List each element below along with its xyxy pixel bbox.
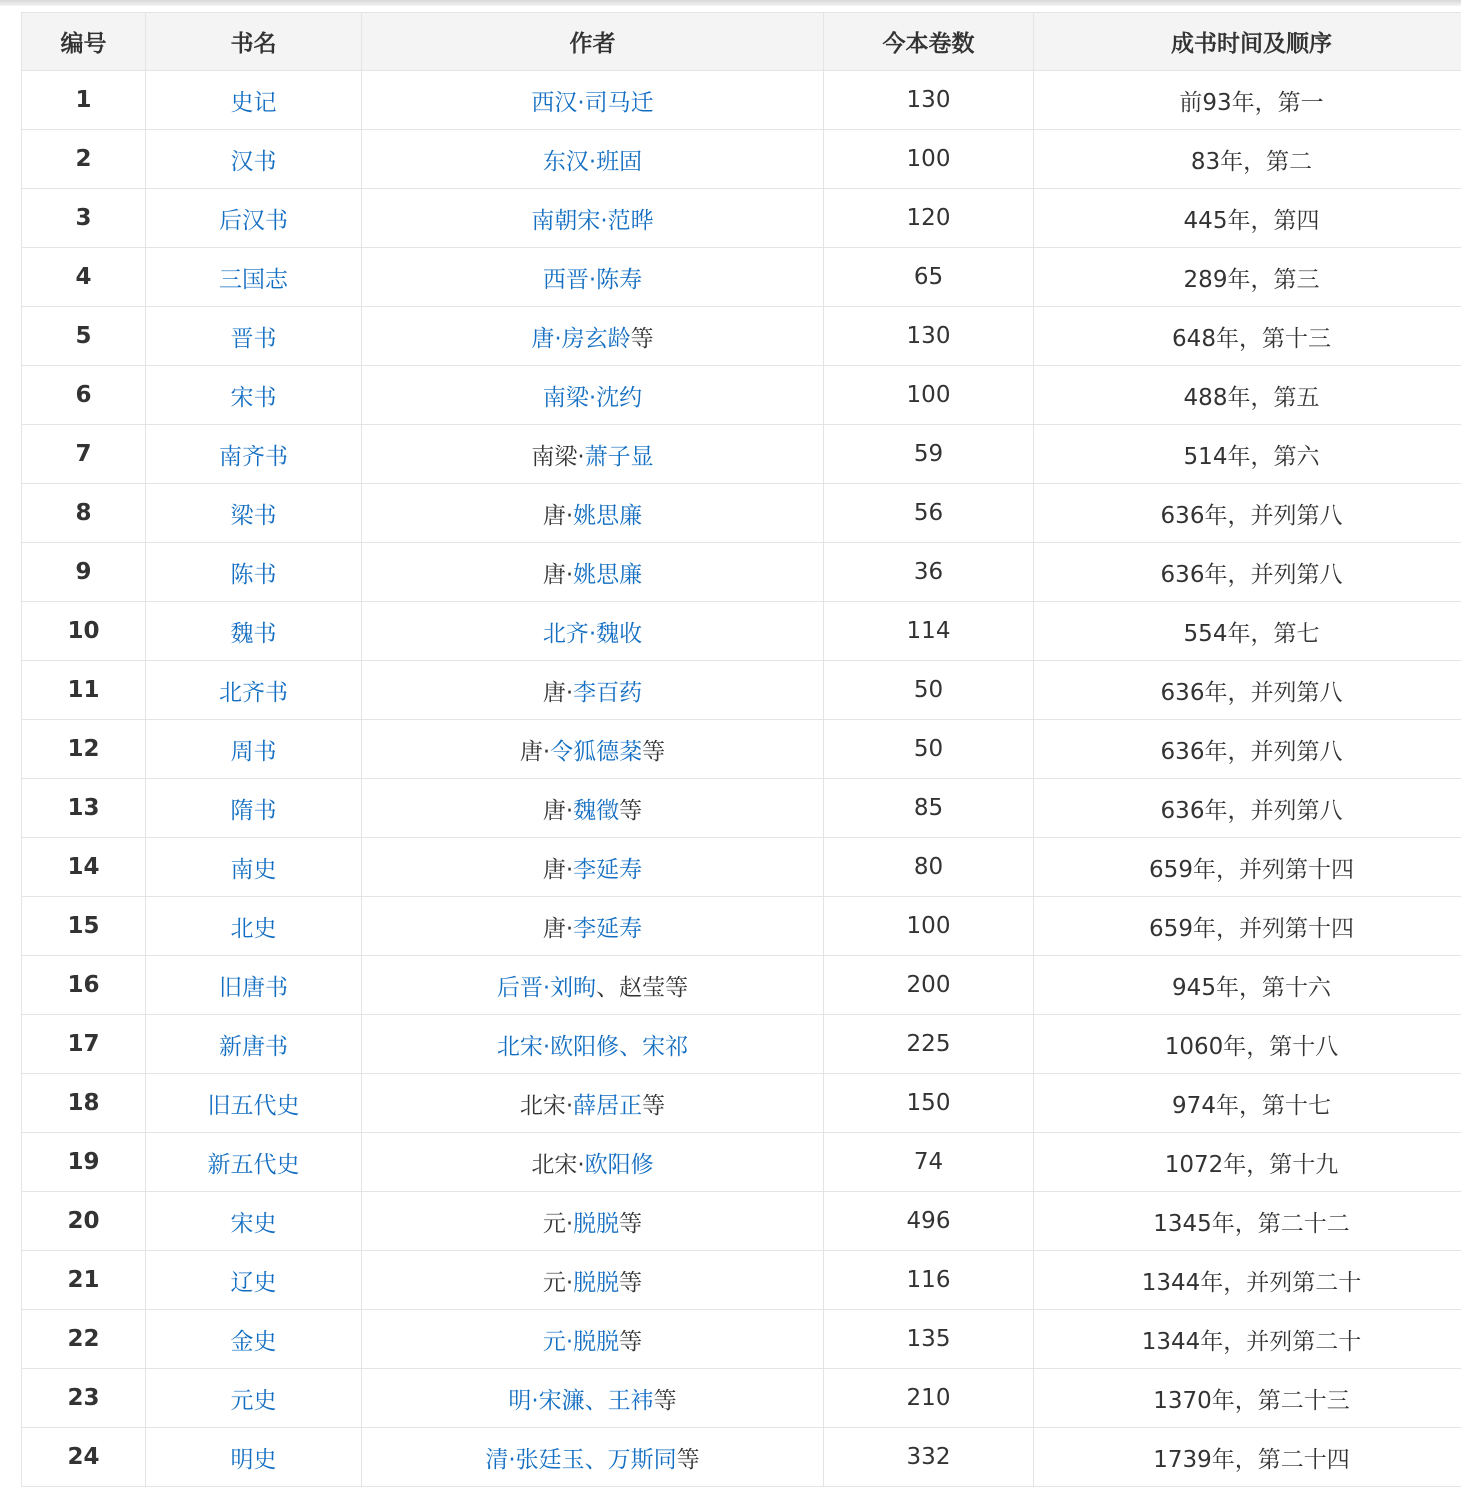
volumes-cell: 74 — [824, 1133, 1034, 1192]
author-link[interactable]: 明·宋濂、王袆 — [508, 1387, 654, 1414]
table-row — [22, 720, 1461, 779]
table-row — [22, 956, 1461, 1015]
author-cell — [362, 779, 824, 838]
time-order-cell: 554年，第七 — [1034, 602, 1461, 661]
table-row — [22, 1369, 1461, 1428]
table-row — [22, 71, 1461, 130]
author-cell — [362, 189, 824, 248]
book-name-link[interactable]: 辽史 — [230, 1269, 277, 1296]
table-row — [22, 543, 1461, 602]
volumes-cell: 56 — [824, 484, 1034, 543]
author-text: 等 — [619, 1328, 643, 1355]
book-name-link[interactable]: 明史 — [230, 1446, 277, 1473]
book-name-link[interactable]: 元史 — [230, 1387, 277, 1414]
author-link[interactable]: 清·张廷玉、万斯同 — [485, 1446, 677, 1473]
row-number: 9 — [22, 543, 146, 602]
author-link[interactable]: 北宋·欧阳修、宋祁 — [496, 1033, 689, 1060]
volumes-cell: 150 — [824, 1074, 1034, 1133]
table-row — [22, 307, 1461, 366]
author-cell — [362, 366, 824, 425]
time-order-cell: 83年，第二 — [1034, 130, 1461, 189]
book-cell — [146, 602, 362, 661]
volumes-cell: 85 — [824, 779, 1034, 838]
row-number: 23 — [22, 1369, 146, 1428]
author-cell — [362, 838, 824, 897]
header-number: 编号 — [22, 13, 146, 71]
table-row — [22, 130, 1461, 189]
row-number: 15 — [22, 897, 146, 956]
table-row — [22, 189, 1461, 248]
volumes-cell: 135 — [824, 1310, 1034, 1369]
author-cell — [362, 1074, 824, 1133]
author-text: 唐· — [542, 797, 574, 824]
time-order-cell: 659年，并列第十四 — [1034, 897, 1461, 956]
author-cell — [362, 71, 824, 130]
row-number: 21 — [22, 1251, 146, 1310]
table-row — [22, 1015, 1461, 1074]
table-row — [22, 1310, 1461, 1369]
author-cell — [362, 484, 824, 543]
table-row — [22, 484, 1461, 543]
book-cell — [146, 956, 362, 1015]
author-cell — [362, 1192, 824, 1251]
author-text: 等 — [619, 797, 643, 824]
author-text: 南梁· — [531, 443, 585, 470]
author-cell — [362, 1369, 824, 1428]
book-cell — [146, 1192, 362, 1251]
time-order-cell: 1739年，第二十四 — [1034, 1428, 1461, 1487]
author-link[interactable]: 脱脱 — [573, 1210, 620, 1237]
header-time-order: 成书时间及顺序 — [1034, 13, 1461, 71]
book-name-link[interactable]: 金史 — [230, 1328, 277, 1355]
book-cell — [146, 1133, 362, 1192]
author-link[interactable]: 脱脱 — [573, 1269, 620, 1296]
author-text: 等 — [676, 1446, 700, 1473]
author-cell — [362, 248, 824, 307]
row-number: 6 — [22, 366, 146, 425]
row-number: 16 — [22, 956, 146, 1015]
volumes-cell: 65 — [824, 248, 1034, 307]
author-cell — [362, 602, 824, 661]
table-row — [22, 1192, 1461, 1251]
volumes-cell: 210 — [824, 1369, 1034, 1428]
author-cell — [362, 1015, 824, 1074]
book-cell — [146, 1310, 362, 1369]
author-text: 唐· — [519, 738, 551, 765]
author-text: 等 — [619, 1210, 643, 1237]
volumes-cell: 116 — [824, 1251, 1034, 1310]
book-cell — [146, 425, 362, 484]
table-row — [22, 779, 1461, 838]
book-name-link[interactable]: 后汉书 — [219, 207, 288, 234]
author-link[interactable]: 南梁·沈约 — [542, 384, 643, 411]
book-cell — [146, 897, 362, 956]
volumes-cell: 80 — [824, 838, 1034, 897]
time-order-cell: 1370年，第二十三 — [1034, 1369, 1461, 1428]
row-number: 18 — [22, 1074, 146, 1133]
book-cell — [146, 720, 362, 779]
volumes-cell: 100 — [824, 897, 1034, 956]
book-cell — [146, 189, 362, 248]
table-header — [22, 13, 1461, 71]
author-text: 唐· — [542, 502, 574, 529]
author-text: 元· — [542, 1269, 574, 1296]
author-link[interactable]: 魏徵 — [573, 797, 620, 824]
row-number: 11 — [22, 661, 146, 720]
time-order-cell: 1344年，并列第二十 — [1034, 1310, 1461, 1369]
table-row — [22, 897, 1461, 956]
row-number: 7 — [22, 425, 146, 484]
book-cell — [146, 1428, 362, 1487]
author-cell — [362, 661, 824, 720]
author-link[interactable]: 西晋·陈寿 — [542, 266, 643, 293]
volumes-cell: 36 — [824, 543, 1034, 602]
time-order-cell: 636年，并列第八 — [1034, 720, 1461, 779]
book-cell — [146, 1015, 362, 1074]
book-cell — [146, 248, 362, 307]
time-order-cell: 945年，第十六 — [1034, 956, 1461, 1015]
row-number: 1 — [22, 71, 146, 130]
book-cell — [146, 71, 362, 130]
volumes-cell: 50 — [824, 661, 1034, 720]
header-author: 作者 — [362, 13, 824, 71]
time-order-cell: 445年，第四 — [1034, 189, 1461, 248]
row-number: 20 — [22, 1192, 146, 1251]
author-link[interactable]: 薛居正 — [573, 1092, 643, 1119]
table-row — [22, 248, 1461, 307]
book-name-link[interactable]: 南齐书 — [219, 443, 288, 470]
book-cell — [146, 779, 362, 838]
author-text: 唐· — [542, 561, 574, 588]
author-cell — [362, 1133, 824, 1192]
book-name-link[interactable]: 新五代史 — [207, 1151, 300, 1178]
time-order-cell: 1060年，第十八 — [1034, 1015, 1461, 1074]
time-order-cell: 636年，并列第八 — [1034, 484, 1461, 543]
row-number: 4 — [22, 248, 146, 307]
row-number: 10 — [22, 602, 146, 661]
volumes-cell: 100 — [824, 366, 1034, 425]
book-name-link[interactable]: 宋书 — [230, 384, 277, 411]
book-cell — [146, 307, 362, 366]
time-order-cell: 289年，第三 — [1034, 248, 1461, 307]
table-row — [22, 366, 1461, 425]
header-book-name: 书名 — [146, 13, 362, 71]
book-name-link[interactable]: 三国志 — [219, 266, 288, 293]
book-name-link[interactable]: 梁书 — [230, 502, 277, 529]
top-border-bar — [0, 0, 1461, 6]
book-name-link[interactable]: 魏书 — [230, 620, 277, 647]
author-text: 元· — [542, 1210, 574, 1237]
author-link[interactable]: 欧阳修 — [584, 1151, 654, 1178]
author-cell — [362, 1310, 824, 1369]
author-link[interactable]: 萧子显 — [584, 443, 654, 470]
author-link[interactable]: 李延寿 — [573, 856, 643, 883]
table-body — [22, 71, 1461, 1487]
volumes-cell: 114 — [824, 602, 1034, 661]
volumes-cell: 50 — [824, 720, 1034, 779]
header-row — [22, 13, 1461, 71]
author-cell — [362, 1251, 824, 1310]
author-text: 北宋· — [519, 1092, 574, 1119]
book-name-link[interactable]: 旧唐书 — [219, 974, 288, 1001]
book-cell — [146, 366, 362, 425]
volumes-cell: 59 — [824, 425, 1034, 484]
time-order-cell: 659年，并列第十四 — [1034, 838, 1461, 897]
table-row — [22, 1074, 1461, 1133]
table-row — [22, 1251, 1461, 1310]
author-text: 北宋· — [531, 1151, 585, 1178]
author-link[interactable]: 南朝宋·范晔 — [531, 207, 654, 234]
book-name-link[interactable]: 旧五代史 — [207, 1092, 300, 1119]
author-link[interactable]: 唐·房玄龄 — [531, 325, 631, 352]
volumes-cell: 130 — [824, 71, 1034, 130]
author-link[interactable]: 东汉·班固 — [542, 148, 643, 175]
book-name-link[interactable]: 宋史 — [230, 1210, 277, 1237]
book-cell — [146, 838, 362, 897]
author-text: 等 — [630, 325, 654, 352]
table-row — [22, 838, 1461, 897]
author-link[interactable]: 西汉·司马迁 — [531, 89, 654, 116]
volumes-cell: 496 — [824, 1192, 1034, 1251]
book-name-link[interactable]: 晋书 — [230, 325, 277, 352]
row-number: 13 — [22, 779, 146, 838]
book-name-link[interactable]: 新唐书 — [219, 1033, 288, 1060]
row-number: 8 — [22, 484, 146, 543]
time-order-cell: 514年，第六 — [1034, 425, 1461, 484]
author-cell — [362, 307, 824, 366]
row-number: 22 — [22, 1310, 146, 1369]
volumes-cell: 225 — [824, 1015, 1034, 1074]
author-text: 等 — [653, 1387, 677, 1414]
author-cell — [362, 543, 824, 602]
author-link[interactable]: 李百药 — [573, 679, 643, 706]
time-order-cell: 1072年，第十九 — [1034, 1133, 1461, 1192]
table-row — [22, 1428, 1461, 1487]
book-name-link[interactable]: 汉书 — [230, 148, 277, 175]
volumes-cell: 200 — [824, 956, 1034, 1015]
author-text: 等 — [619, 1269, 643, 1296]
row-number: 24 — [22, 1428, 146, 1487]
book-name-link[interactable]: 北史 — [230, 915, 277, 942]
time-order-cell: 1345年，第二十二 — [1034, 1192, 1461, 1251]
time-order-cell: 636年，并列第八 — [1034, 661, 1461, 720]
book-name-link[interactable]: 周书 — [230, 738, 277, 765]
author-cell — [362, 130, 824, 189]
time-order-cell: 648年，第十三 — [1034, 307, 1461, 366]
table-row — [22, 661, 1461, 720]
table-row — [22, 425, 1461, 484]
author-link[interactable]: 李延寿 — [573, 915, 643, 942]
time-order-cell: 1344年，并列第二十 — [1034, 1251, 1461, 1310]
time-order-cell: 636年，并列第八 — [1034, 779, 1461, 838]
author-link[interactable]: 北齐·魏收 — [542, 620, 643, 647]
author-link[interactable]: 令狐德棻 — [550, 738, 643, 765]
author-cell — [362, 897, 824, 956]
book-cell — [146, 130, 362, 189]
book-cell — [146, 661, 362, 720]
author-link[interactable]: 后晋·刘昫 — [496, 974, 597, 1001]
author-cell — [362, 720, 824, 779]
table-row — [22, 602, 1461, 661]
time-order-cell: 974年，第十七 — [1034, 1074, 1461, 1133]
book-name-link[interactable]: 南史 — [230, 856, 277, 883]
author-cell — [362, 956, 824, 1015]
book-cell — [146, 1074, 362, 1133]
author-text: 、赵莹等 — [596, 974, 689, 1001]
history-books-table — [21, 12, 1461, 1487]
book-name-link[interactable]: 史记 — [230, 89, 277, 116]
row-number: 12 — [22, 720, 146, 779]
volumes-cell: 332 — [824, 1428, 1034, 1487]
row-number: 17 — [22, 1015, 146, 1074]
author-text: 等 — [642, 1092, 666, 1119]
book-cell — [146, 484, 362, 543]
author-link[interactable]: 元·脱脱 — [542, 1328, 620, 1355]
author-cell — [362, 425, 824, 484]
author-cell — [362, 1428, 824, 1487]
book-cell — [146, 1251, 362, 1310]
book-name-link[interactable]: 隋书 — [230, 797, 277, 824]
header-volumes: 今本卷数 — [824, 13, 1034, 71]
author-link[interactable]: 姚思廉 — [573, 502, 643, 529]
volumes-cell: 130 — [824, 307, 1034, 366]
book-cell — [146, 543, 362, 602]
book-name-link[interactable]: 北齐书 — [219, 679, 288, 706]
author-text: 等 — [642, 738, 666, 765]
author-link[interactable]: 姚思廉 — [573, 561, 643, 588]
row-number: 19 — [22, 1133, 146, 1192]
row-number: 14 — [22, 838, 146, 897]
row-number: 5 — [22, 307, 146, 366]
volumes-cell: 100 — [824, 130, 1034, 189]
time-order-cell: 488年，第五 — [1034, 366, 1461, 425]
author-text: 唐· — [542, 856, 574, 883]
book-name-link[interactable]: 陈书 — [230, 561, 277, 588]
volumes-cell: 120 — [824, 189, 1034, 248]
time-order-cell: 636年，并列第八 — [1034, 543, 1461, 602]
table-row — [22, 1133, 1461, 1192]
row-number: 2 — [22, 130, 146, 189]
author-text: 唐· — [542, 915, 574, 942]
book-cell — [146, 1369, 362, 1428]
author-text: 唐· — [542, 679, 574, 706]
time-order-cell: 前93年，第一 — [1034, 71, 1461, 130]
row-number: 3 — [22, 189, 146, 248]
